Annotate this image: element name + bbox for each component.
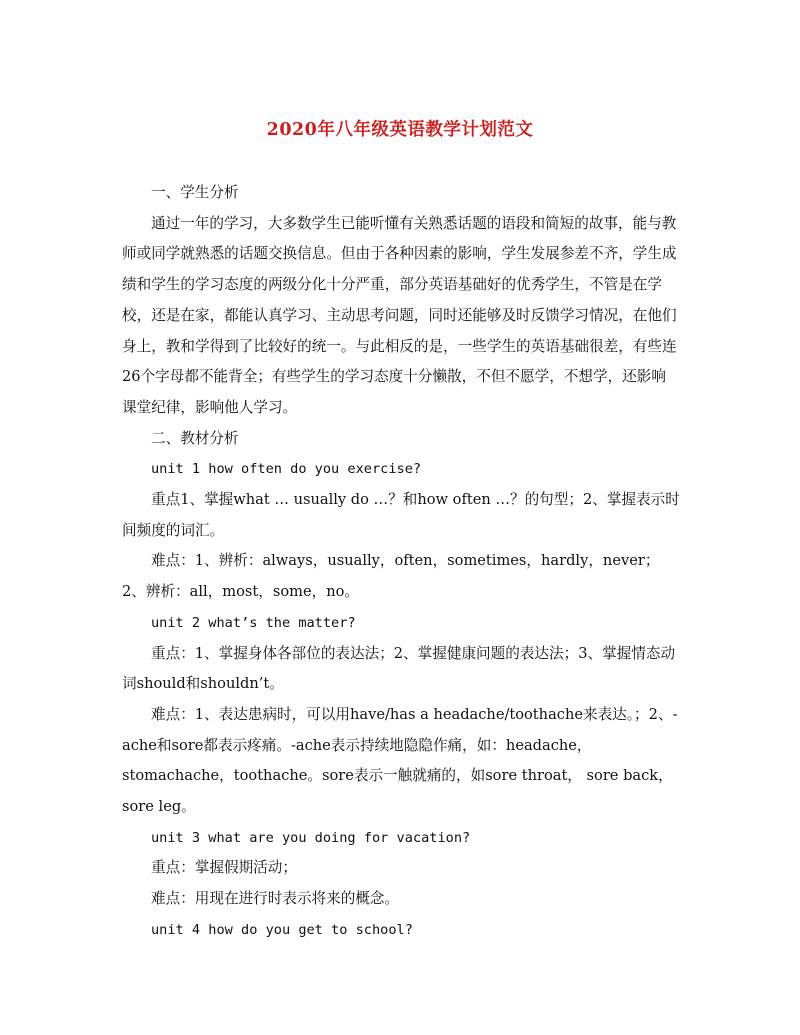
unit-3-heading: unit 3 what are you doing for vacation? — [151, 829, 471, 846]
unit-2-key-points: 重点：1、掌握身体各部位的表达法；2、掌握健康问题的表达法；3、掌握情态动词should和shouldn’t。 — [122, 644, 676, 693]
paragraph-student-analysis: 通过一年的学习，大多数学生已能听懂有关熟悉话题的语段和简短的故事，能与教师或同学就熟悉的话题交换信息。但由于各种因素的影响，学生发展参差不齐，学生成绩和学生的学习态度的两级分化十分严重，部分英语基础好的优秀学生，不管是在学校，还是在家，都能认真学习、主动思考问题，同时还能够及时反馈学习情况，在他们身上，教和学得到了比较好的统一。与此相反的是，一些学生的英语基础很差，有些连26个字母都不能背全；有些学生的学习态度十分懒散，不但不愿学，不想学，还影响课堂纪律，影响他人学习。 — [122, 214, 677, 416]
document-title: 2020年八年级英语教学计划范文 — [266, 120, 534, 140]
unit-4-heading: unit 4 how do you get to school? — [151, 921, 413, 938]
document-body — [122, 178, 680, 946]
unit-2-heading: unit 2 what’s the matter? — [151, 614, 356, 631]
unit-1-heading: unit 1 how often do you exercise? — [151, 461, 422, 478]
section-heading-textbook-analysis: 二、教材分析 — [151, 429, 239, 447]
unit-3-key-points: 重点：掌握假期活动； — [151, 859, 297, 877]
unit-1-difficulties: 难点：1、辨析：always，usually，often，sometimes，hardly，never；2、辨析：all，most，some，no。 — [122, 552, 660, 601]
unit-1-key-points: 重点1、掌握what … usually do …？和how often …？的句型；2、掌握表示时间频度的词汇。 — [122, 491, 680, 539]
unit-2-difficulties: 难点：1、表达患病时，可以用have/has a headache/toothache来表达。；2、-ache和sore都表示疼痛。-ache表示持续地隐隐作痛，如：headache，stomachache，toothache。sore表示一触就痛的，如sore throat， sore back，sore leg。 — [122, 705, 678, 816]
unit-3-difficulties: 难点：用现在进行时表示将来的概念。 — [151, 890, 400, 908]
section-heading-student-analysis: 一、学生分析 — [151, 184, 239, 201]
